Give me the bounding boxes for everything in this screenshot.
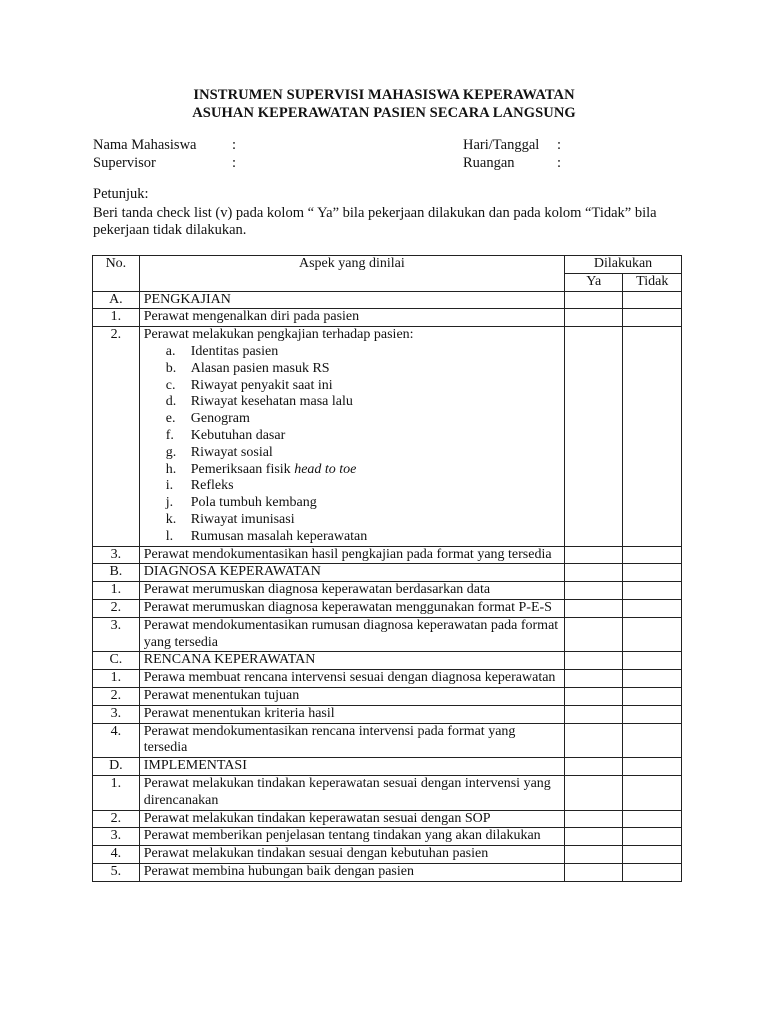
sub-item-letter: f. bbox=[165, 427, 174, 443]
sub-item-text: Kebutuhan dasar bbox=[190, 427, 286, 443]
table-row bbox=[93, 582, 682, 600]
table-row bbox=[93, 863, 682, 881]
sub-item-text: Riwayat penyakit saat ini bbox=[190, 377, 333, 393]
sub-item bbox=[166, 495, 560, 512]
checklist-table bbox=[92, 255, 682, 882]
section-ya-cell[interactable] bbox=[565, 564, 623, 582]
item-ya-cell[interactable] bbox=[565, 846, 623, 864]
table-row bbox=[93, 687, 682, 705]
item-text: Perawat mendokumentasikan hasil pengkajian pada format yang tersedia bbox=[143, 546, 552, 562]
sub-item bbox=[166, 361, 560, 378]
item-ya-cell[interactable] bbox=[565, 863, 623, 881]
item-tidak-cell[interactable] bbox=[623, 599, 682, 617]
item-text: Perawat menentukan tujuan bbox=[143, 687, 300, 703]
sub-item-text: Genogram bbox=[190, 411, 250, 427]
item-ya-cell[interactable] bbox=[565, 617, 623, 652]
item-text: Perawat menentukan kriteria hasil bbox=[143, 705, 335, 721]
item-aspect bbox=[139, 775, 564, 810]
item-aspect bbox=[139, 582, 564, 600]
field-colon: : bbox=[557, 137, 562, 153]
item-ya-cell[interactable] bbox=[565, 599, 623, 617]
header-tidak: Tidak bbox=[623, 273, 682, 291]
item-number: 2. bbox=[93, 599, 140, 617]
item-number: 1. bbox=[93, 775, 140, 810]
item-text: Perawat mendokumentasikan rencana intervensi pada format yang tersedia bbox=[143, 723, 516, 756]
sub-item-letter: i. bbox=[165, 478, 174, 494]
field-colon: : bbox=[232, 155, 237, 171]
section-title: RENCANA KEPERAWATAN bbox=[139, 652, 564, 670]
field-label-hari-tanggal: Hari/Tanggal bbox=[463, 137, 540, 153]
item-number: 4. bbox=[93, 723, 140, 758]
section-tidak-cell[interactable] bbox=[623, 564, 682, 582]
item-ya-cell[interactable] bbox=[565, 327, 623, 546]
sub-item bbox=[166, 411, 560, 428]
item-aspect bbox=[139, 546, 564, 564]
table-row bbox=[93, 309, 682, 327]
item-number: 3. bbox=[93, 828, 140, 846]
item-tidak-cell[interactable] bbox=[623, 846, 682, 864]
field-label-nama-mahasiswa: Nama Mahasiswa bbox=[93, 137, 197, 153]
item-tidak-cell[interactable] bbox=[623, 775, 682, 810]
item-aspect bbox=[139, 828, 564, 846]
sub-item bbox=[166, 478, 560, 495]
item-number: 1. bbox=[93, 670, 140, 688]
item-ya-cell[interactable] bbox=[565, 670, 623, 688]
item-text: Perawat mengenalkan diri pada pasien bbox=[143, 309, 360, 325]
item-ya-cell[interactable] bbox=[565, 582, 623, 600]
item-aspect bbox=[139, 810, 564, 828]
sub-item-text-wrap bbox=[191, 394, 353, 411]
sub-item-letter: g. bbox=[165, 444, 177, 460]
item-number: 3. bbox=[93, 705, 140, 723]
sub-item-text-wrap bbox=[191, 529, 368, 546]
table-row bbox=[93, 617, 682, 652]
section-tidak-cell[interactable] bbox=[623, 758, 682, 776]
item-ya-cell[interactable] bbox=[565, 705, 623, 723]
sub-item-text-wrap bbox=[191, 495, 317, 512]
item-tidak-cell[interactable] bbox=[623, 810, 682, 828]
sub-item-letter: a. bbox=[165, 343, 176, 359]
sub-item-text-wrap bbox=[191, 445, 273, 462]
section-row bbox=[93, 291, 682, 309]
sub-item-text: Rumusan masalah keperawatan bbox=[190, 528, 368, 544]
checklist-body bbox=[93, 291, 682, 881]
header-no: No. bbox=[93, 256, 140, 292]
sub-item-text: Riwayat imunisasi bbox=[190, 511, 295, 527]
sub-item bbox=[166, 344, 560, 361]
table-row bbox=[93, 775, 682, 810]
item-text: Perawat melakukan pengkajian terhadap pasien: bbox=[143, 327, 414, 343]
table-row bbox=[93, 723, 682, 758]
table-row bbox=[93, 705, 682, 723]
table-row bbox=[93, 846, 682, 864]
sub-item bbox=[166, 529, 560, 546]
table-row bbox=[93, 828, 682, 846]
sub-item-letter: h. bbox=[165, 461, 177, 477]
sub-item-text: Riwayat sosial bbox=[190, 444, 273, 460]
item-tidak-cell[interactable] bbox=[623, 670, 682, 688]
section-row bbox=[93, 758, 682, 776]
sub-item-text: Identitas pasien bbox=[190, 343, 279, 359]
sub-item-text-wrap bbox=[191, 378, 333, 395]
section-row bbox=[93, 564, 682, 582]
section-title: IMPLEMENTASI bbox=[139, 758, 564, 776]
table-row bbox=[93, 810, 682, 828]
sub-item-text-wrap bbox=[191, 361, 330, 378]
sub-item-letter: c. bbox=[165, 377, 176, 393]
item-tidak-cell[interactable] bbox=[623, 863, 682, 881]
section-title: DIAGNOSA KEPERAWATAN bbox=[139, 564, 564, 582]
item-aspect bbox=[139, 705, 564, 723]
sub-item-text-wrap bbox=[191, 512, 295, 529]
section-number: B. bbox=[93, 564, 140, 582]
sub-item-text: Refleks bbox=[190, 478, 234, 494]
item-number: 1. bbox=[93, 582, 140, 600]
item-aspect bbox=[139, 723, 564, 758]
item-text: Perawat melakukan tindakan keperawatan sesuai dengan SOP bbox=[143, 810, 491, 826]
item-tidak-cell[interactable] bbox=[623, 687, 682, 705]
item-number: 1. bbox=[93, 309, 140, 327]
sub-item bbox=[166, 394, 560, 411]
sub-item-list bbox=[144, 344, 560, 546]
item-text: Perawat mendokumentasikan rumusan diagnosa keperawatan pada format yang tersedia bbox=[143, 617, 559, 650]
sub-item bbox=[166, 445, 560, 462]
item-ya-cell[interactable] bbox=[565, 810, 623, 828]
item-ya-cell[interactable] bbox=[565, 546, 623, 564]
sub-item-italic-text: head to toe bbox=[294, 461, 357, 477]
section-ya-cell[interactable] bbox=[565, 291, 623, 309]
item-tidak-cell[interactable] bbox=[623, 705, 682, 723]
item-tidak-cell[interactable] bbox=[623, 582, 682, 600]
document-title-line-1: INSTRUMEN SUPERVISI MAHASISWA KEPERAWATAN bbox=[193, 87, 575, 103]
item-number: 2. bbox=[93, 687, 140, 705]
item-tidak-cell[interactable] bbox=[623, 327, 682, 546]
item-aspect bbox=[139, 309, 564, 327]
item-text: Perawat melakukan tindakan sesuai dengan kebutuhan pasien bbox=[143, 846, 489, 862]
item-ya-cell[interactable] bbox=[565, 775, 623, 810]
document-title-line-2: ASUHAN KEPERAWATAN PASIEN SECARA LANGSUNG bbox=[192, 105, 576, 121]
field-label-supervisor: Supervisor bbox=[93, 155, 156, 171]
item-aspect bbox=[139, 670, 564, 688]
item-tidak-cell[interactable] bbox=[623, 723, 682, 758]
item-text: Perawat merumuskan diagnosa keperawatan berdasarkan data bbox=[143, 582, 491, 598]
table-row bbox=[93, 670, 682, 688]
section-number: D. bbox=[93, 758, 140, 776]
sub-item-letter: e. bbox=[165, 411, 176, 427]
section-number: A. bbox=[93, 291, 140, 309]
sub-item-text-wrap bbox=[191, 462, 357, 479]
item-aspect bbox=[139, 687, 564, 705]
item-aspect bbox=[139, 327, 564, 546]
sub-item bbox=[166, 462, 560, 479]
sub-item-text-wrap bbox=[191, 411, 250, 428]
sub-item-letter: d. bbox=[165, 394, 177, 410]
sub-item-letter: b. bbox=[165, 360, 177, 376]
table-row bbox=[93, 327, 682, 546]
sub-item-text: Pemeriksaan fisik bbox=[190, 461, 295, 477]
field-colon: : bbox=[557, 155, 562, 171]
field-label-ruangan: Ruangan bbox=[463, 155, 515, 171]
item-ya-cell[interactable] bbox=[565, 828, 623, 846]
sub-item-text: Pola tumbuh kembang bbox=[190, 495, 317, 511]
sub-item-text-wrap bbox=[191, 478, 234, 495]
sub-item-text: Riwayat kesehatan masa lalu bbox=[190, 394, 353, 410]
item-ya-cell[interactable] bbox=[565, 687, 623, 705]
section-tidak-cell[interactable] bbox=[623, 652, 682, 670]
sub-item bbox=[166, 428, 560, 445]
item-number: 5. bbox=[93, 863, 140, 881]
header-ya: Ya bbox=[565, 273, 623, 291]
section-ya-cell[interactable] bbox=[565, 758, 623, 776]
item-text: Perawat membina hubungan baik dengan pasien bbox=[143, 863, 414, 879]
sub-item-letter: k. bbox=[165, 511, 177, 527]
item-aspect bbox=[139, 617, 564, 652]
item-ya-cell[interactable] bbox=[565, 723, 623, 758]
table-row bbox=[93, 546, 682, 564]
sub-item bbox=[166, 512, 560, 529]
header-dilakukan: Dilakukan bbox=[565, 256, 682, 274]
item-aspect bbox=[139, 846, 564, 864]
item-tidak-cell[interactable] bbox=[623, 309, 682, 327]
item-number: 4. bbox=[93, 846, 140, 864]
item-aspect bbox=[139, 863, 564, 881]
item-text: Perawa membuat rencana intervensi sesuai dengan diagnosa keperawatan bbox=[143, 670, 556, 686]
item-text: Perawat memberikan penjelasan tentang tindakan yang akan dilakukan bbox=[143, 828, 541, 844]
sub-item-letter: l. bbox=[165, 528, 174, 544]
item-ya-cell[interactable] bbox=[565, 309, 623, 327]
item-number: 3. bbox=[93, 617, 140, 652]
field-colon: : bbox=[232, 137, 237, 153]
section-title: PENGKAJIAN bbox=[139, 291, 564, 309]
instructions-text: Beri tanda check list (v) pada kolom “ Ya” bila pekerjaan dilakukan dan pada kolom “Tidak” bila pekerjaan tidak dilakukan. bbox=[93, 205, 657, 238]
header-aspect: Aspek yang dinilai bbox=[139, 256, 564, 292]
sub-item-text: Alasan pasien masuk RS bbox=[190, 360, 330, 376]
item-tidak-cell[interactable] bbox=[623, 828, 682, 846]
item-tidak-cell[interactable] bbox=[623, 546, 682, 564]
item-aspect bbox=[139, 599, 564, 617]
instructions-label: Petunjuk: bbox=[93, 186, 149, 202]
section-row bbox=[93, 652, 682, 670]
section-ya-cell[interactable] bbox=[565, 652, 623, 670]
item-number: 3. bbox=[93, 546, 140, 564]
item-number: 2. bbox=[93, 810, 140, 828]
item-tidak-cell[interactable] bbox=[623, 617, 682, 652]
section-tidak-cell[interactable] bbox=[623, 291, 682, 309]
sub-item-letter: j. bbox=[165, 495, 174, 511]
sub-item-text-wrap bbox=[191, 344, 278, 361]
section-number: C. bbox=[93, 652, 140, 670]
item-text: Perawat merumuskan diagnosa keperawatan menggunakan format P-E-S bbox=[143, 599, 552, 615]
table-row bbox=[93, 599, 682, 617]
item-text: Perawat melakukan tindakan keperawatan sesuai dengan intervensi yang direncanakan bbox=[143, 775, 551, 808]
sub-item-text-wrap bbox=[191, 428, 285, 445]
item-number: 2. bbox=[93, 327, 140, 546]
sub-item bbox=[166, 378, 560, 395]
